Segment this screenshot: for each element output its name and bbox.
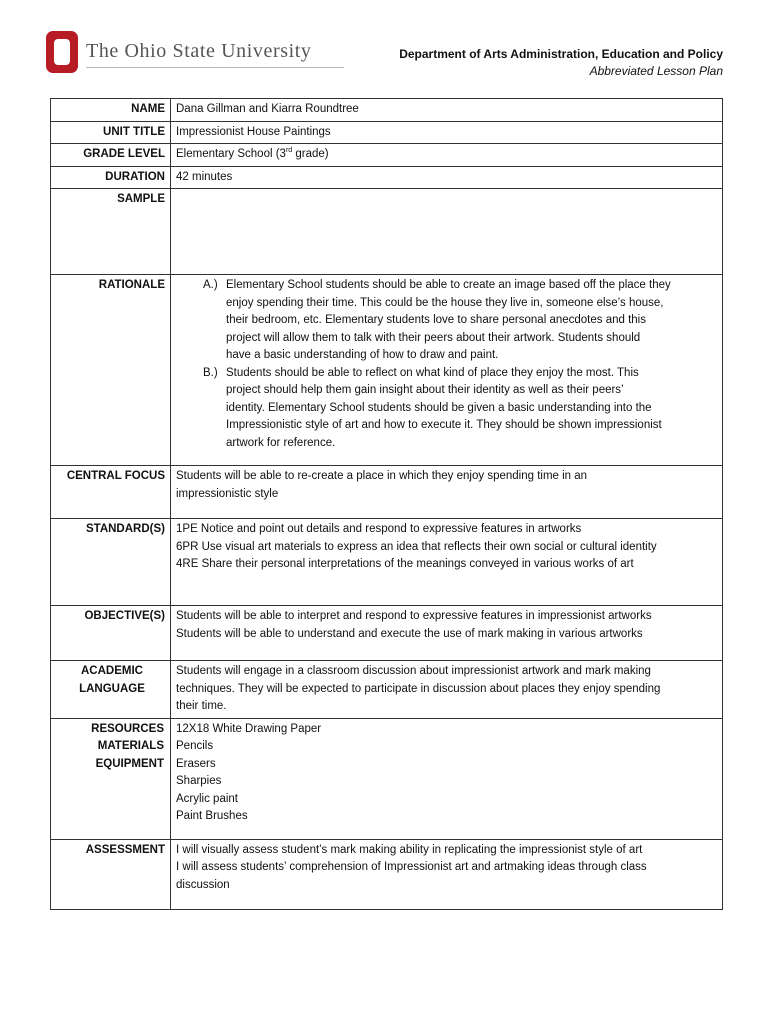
row-grade-level [51, 144, 723, 167]
row-standards [51, 519, 723, 606]
value-standards [171, 519, 723, 606]
rationale-line: project will allow them to talk with their peers about their artwork. Students should [226, 331, 641, 344]
university-name: The Ohio State University [86, 40, 312, 62]
row-resources [51, 718, 723, 839]
label-objectives: OBJECTIVE(S) [51, 606, 171, 661]
label-academic-language [51, 661, 171, 719]
rationale-item [176, 365, 717, 453]
value-duration: 42 minutes [171, 166, 723, 189]
label-line: MATERIALS [97, 740, 164, 752]
label-grade-level: GRADE LEVEL [51, 144, 171, 167]
academic-line: their time. [176, 700, 227, 712]
label-duration: DURATION [51, 166, 171, 189]
row-sample [51, 189, 723, 275]
university-logo [44, 30, 344, 80]
standard-line: 6PR Use visual art materials to express an idea that reflects their own social or cultural identity [176, 540, 657, 553]
rationale-line: identity. Elementary School students should be given a basic understanding into the [226, 401, 652, 414]
rationale-line: Students should be able to reflect on what kind of place they enjoy the most. This [226, 366, 639, 379]
objective-line: Students will be able to interpret and respond to expressive features in impressionist artworks [176, 610, 652, 622]
label-rationale: RATIONALE [51, 275, 171, 466]
standard-line: 1PE Notice and point out details and respond to expressive features in artworks [176, 523, 582, 535]
row-central-focus [51, 466, 723, 519]
value-resources [171, 718, 723, 839]
row-rationale [51, 275, 723, 466]
value-name: Dana Gillman and Kiarra Roundtree [171, 99, 723, 122]
rationale-line: enjoy spending their time. This could be the house they live in, someone else’s house, [226, 296, 664, 309]
label-name: NAME [51, 99, 171, 122]
rationale-list [176, 277, 717, 452]
grade-text: Elementary School (3 [176, 148, 286, 160]
value-rationale [171, 275, 723, 466]
assessment-line: discussion [176, 878, 230, 891]
resource-item: Paint Brushes [176, 810, 248, 822]
row-objectives [51, 606, 723, 661]
row-academic-language [51, 661, 723, 719]
rationale-line: project should help them gain insight about their identity as well as their peers’ [226, 384, 624, 396]
value-objectives [171, 606, 723, 661]
assessment-line: I will assess students’ comprehension of Impressionist art and artmaking ideas through class [176, 861, 647, 873]
value-grade-level [171, 144, 723, 167]
resource-item: Pencils [176, 740, 214, 752]
label-line: EQUIPMENT [95, 757, 164, 770]
rationale-line: Impressionistic style of art and how to execute it. They should be shown impressionist [226, 419, 662, 431]
value-unit-title: Impressionist House Paintings [171, 121, 723, 144]
grade-text-end: grade) [292, 148, 329, 160]
assessment-line: I will visually assess student’s mark making ability in replicating the impressionist style of art [176, 843, 643, 856]
central-focus-line: Students will be able to re-create a place in which they enjoy spending time in an [176, 470, 588, 482]
resource-item: Sharpies [176, 775, 222, 787]
document-type: Abbreviated Lesson Plan [589, 64, 723, 78]
rationale-line: artwork for reference. [226, 436, 336, 449]
label-unit-title: UNIT TITLE [51, 121, 171, 144]
label-standards: STANDARD(S) [51, 519, 171, 606]
value-central-focus [171, 466, 723, 519]
rationale-line: Elementary School students should be able to create an image based off the place they [226, 279, 671, 291]
academic-line: techniques. They will be expected to participate in discussion about places they enjoy spending [176, 682, 661, 695]
resource-item: 12X18 White Drawing Paper [176, 722, 322, 735]
label-line: ACADEMIC [81, 665, 143, 677]
label-sample: SAMPLE [51, 189, 171, 275]
block-o-icon [46, 31, 78, 73]
rationale-line: have a basic understanding of how to draw and paint. [226, 349, 499, 361]
rationale-item [176, 277, 717, 365]
row-assessment [51, 839, 723, 909]
objective-line: Students will be able to understand and execute the use of mark making in various artworks [176, 627, 643, 640]
value-sample [171, 189, 723, 275]
central-focus-line: impressionistic style [176, 487, 279, 500]
label-line: RESOURCES [91, 722, 164, 735]
resource-item: Erasers [176, 757, 216, 770]
rationale-line: their bedroom, etc. Elementary students love to share personal anecdotes and this [226, 314, 646, 326]
value-assessment [171, 839, 723, 909]
lesson-plan-table [50, 98, 723, 910]
label-central-focus: CENTRAL FOCUS [51, 466, 171, 519]
academic-line: Students will engage in a classroom discussion about impressionist artwork and mark making [176, 665, 651, 677]
row-unit-title [51, 121, 723, 144]
value-academic-language [171, 661, 723, 719]
label-resources [51, 718, 171, 839]
grade-ordinal: rd [285, 147, 293, 155]
resource-item: Acrylic paint [176, 792, 238, 805]
department-name: Department of Arts Administration, Education and Policy [399, 47, 723, 61]
document-header [399, 46, 723, 80]
rationale-marker: A.) [203, 279, 218, 291]
row-name [51, 99, 723, 122]
row-duration [51, 166, 723, 189]
logo-divider [86, 67, 344, 68]
label-assessment: ASSESSMENT [51, 839, 171, 909]
standard-line: 4RE Share their personal interpretations of the meanings conveyed in various works of art [176, 558, 634, 570]
label-line: LANGUAGE [79, 682, 145, 695]
rationale-marker: B.) [203, 366, 218, 379]
